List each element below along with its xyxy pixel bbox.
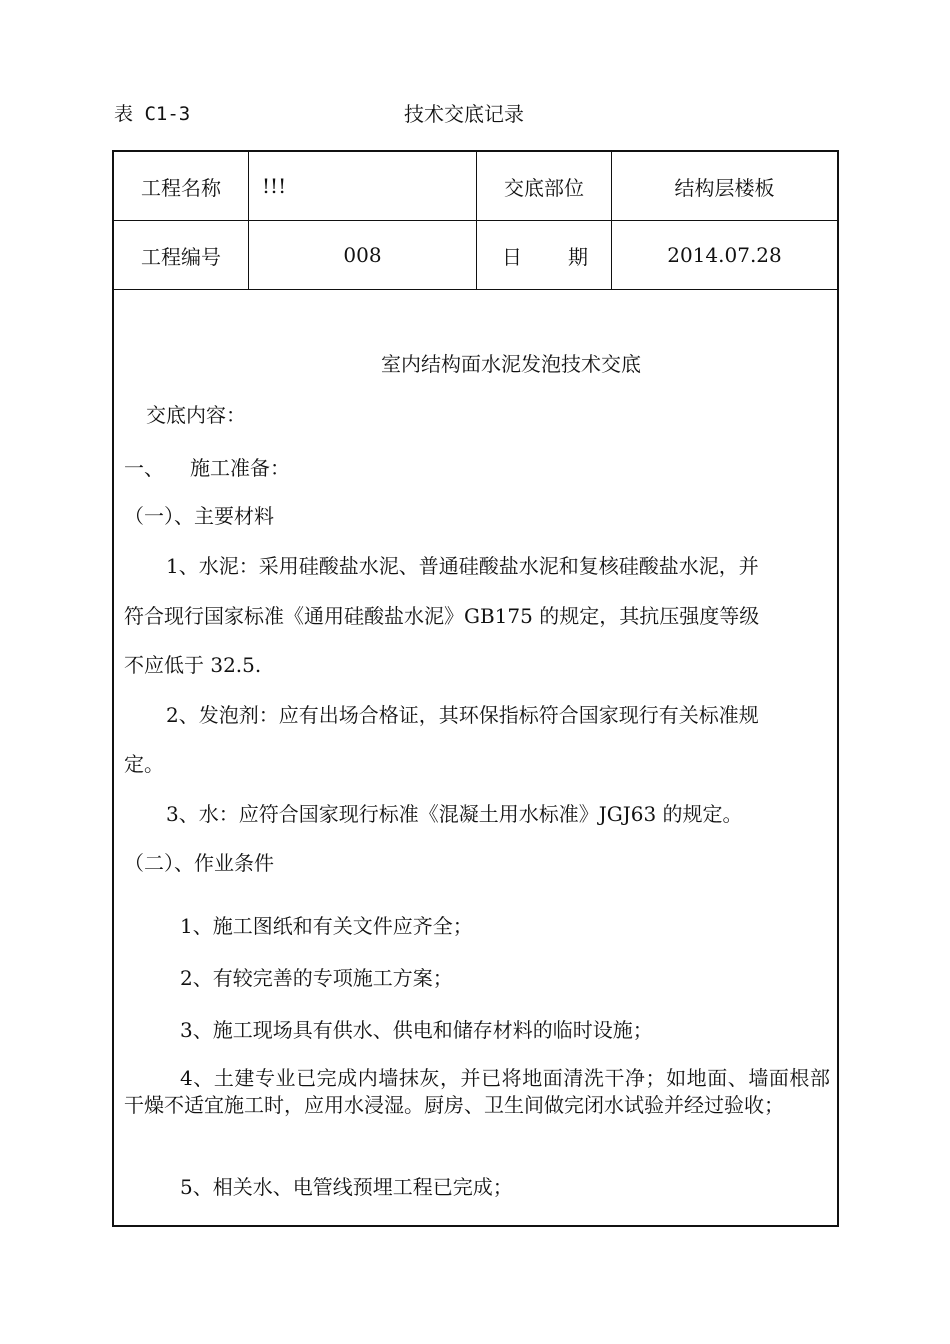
date-value: 2014.07.28 (667, 243, 782, 267)
project-number-label: 工程编号 (141, 244, 221, 269)
content-intro: 交底内容： (146, 403, 246, 427)
condition-item-1: 1、施工图纸和有关文件应齐全； (180, 914, 473, 938)
subsection-conditions: （二）、作业条件 (124, 851, 274, 875)
project-number-value: 008 (343, 243, 382, 267)
document-title: 技术交底记录 (404, 102, 524, 126)
record-form (112, 150, 839, 1227)
project-name-label: 工程名称 (141, 175, 221, 200)
form-code: 表 C1-3 (114, 103, 191, 125)
material-item-3: 3、水：应符合国家现行标准《混凝土用水标准》JGJ63 的规定。 (166, 802, 743, 826)
condition-item-5: 5、相关水、电管线预埋工程已完成； (180, 1175, 513, 1199)
date-label (502, 221, 588, 289)
condition-item-4: 4、土建专业已完成内墙抹灰，并已将地面清洗干净；如地面、墙面根部干燥不适宜施工时，应用水浸湿。厨房、卫生间做完闭水试验并经过验收； (124, 1066, 830, 1117)
material-item-1-line-1: 1、水泥：采用硅酸盐水泥、普通硅酸盐水泥和复核硅酸盐水泥，并 (166, 554, 759, 578)
material-item-1-line-3: 不应低于 32.5. (124, 653, 262, 677)
condition-item-2: 2、有较完善的专项施工方案； (180, 966, 453, 990)
location-label: 交底部位 (504, 175, 584, 200)
section-1-number: 一、 (124, 456, 164, 480)
date-label-left: 日 (502, 244, 522, 269)
date-label-right: 期 (568, 244, 588, 269)
content-title: 室内结构面水泥发泡技术交底 (381, 352, 641, 376)
material-item-1-line-2: 符合现行国家标准《通用硅酸盐水泥》GB175 的规定，其抗压强度等级 (124, 604, 760, 628)
section-1-title: 施工准备： (190, 456, 290, 480)
subsection-materials: （一）、主要材料 (124, 504, 274, 528)
location-value: 结构层楼板 (674, 175, 775, 200)
condition-item-3: 3、施工现场具有供水、供电和储存材料的临时设施； (180, 1018, 653, 1042)
material-item-2-line-1: 2、发泡剂：应有出场合格证，其环保指标符合国家现行有关标准规 (166, 703, 759, 727)
project-name-value: !!! (262, 174, 287, 198)
material-item-2-line-2: 定。 (124, 752, 164, 776)
row-divider-2 (114, 289, 837, 290)
